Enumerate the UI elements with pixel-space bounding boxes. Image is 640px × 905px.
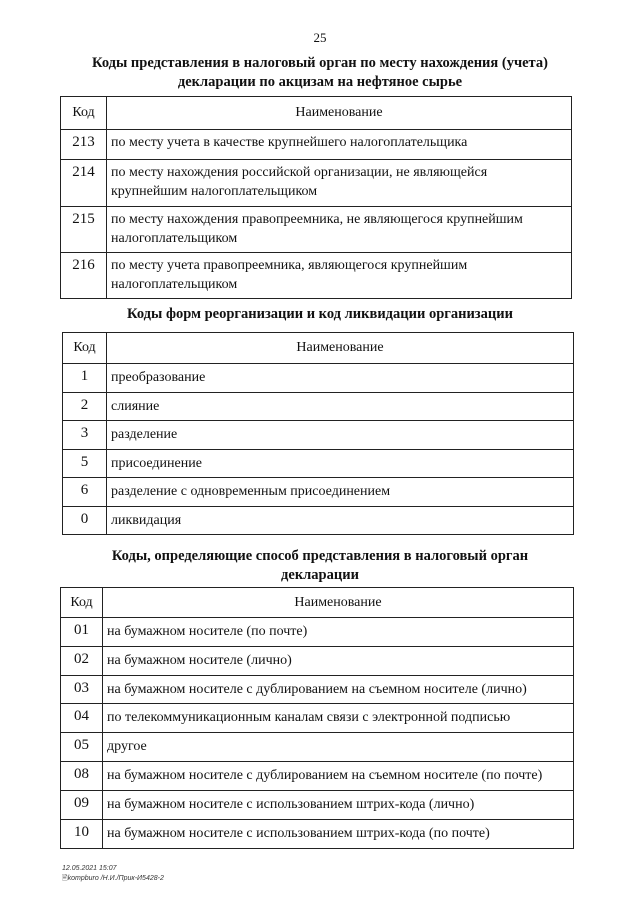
name-cell: по месту нахождения российской организации, не являющейся крупнейшим налогоплательщиком — [107, 160, 572, 207]
name-cell: по месту учета правопреемника, являющегося крупнейшим налогоплательщиком — [107, 253, 572, 299]
code-cell: 215 — [61, 207, 107, 253]
name-cell: разделение — [107, 421, 574, 450]
table-header-row — [61, 588, 574, 618]
title-line: Коды представления в налоговый орган по месту нахождения (учета) — [92, 55, 548, 71]
name-cell: на бумажном носителе (лично) — [103, 647, 574, 676]
code-cell: 214 — [61, 160, 107, 207]
name-cell: на бумажном носителе с использованием штрих-кода (лично) — [103, 791, 574, 820]
code-cell: 10 — [61, 820, 103, 849]
table-row — [63, 478, 574, 507]
table-row — [63, 393, 574, 421]
title-line: декларации — [281, 567, 359, 583]
table-row — [61, 207, 572, 253]
name-cell: слияние — [107, 393, 574, 421]
header-code: Код — [63, 333, 107, 364]
code-cell: 01 — [61, 618, 103, 647]
section-title-submission-place — [60, 54, 580, 92]
table-row — [61, 160, 572, 207]
name-cell: на бумажном носителе с дублированием на съемном носителе (по почте) — [103, 762, 574, 791]
table-row — [61, 253, 572, 299]
footer-timestamp: 12.05.2021 15:07 — [62, 865, 117, 872]
title-line: декларации по акцизам на нефтяное сырье — [177, 74, 463, 90]
footer-doc-ref: kompburo /Н.И./Прик-И5428-2 — [67, 875, 164, 882]
name-cell: другое — [103, 733, 574, 762]
table-header-row — [63, 333, 574, 364]
table-row — [61, 647, 574, 676]
name-cell: по телекоммуникационным каналам связи с электронной подписью — [103, 704, 574, 733]
code-cell: 1 — [63, 364, 107, 393]
code-cell: 04 — [61, 704, 103, 733]
table-row — [61, 820, 574, 849]
code-cell: 08 — [61, 762, 103, 791]
name-cell: по месту учета в качестве крупнейшего налогоплательщика — [107, 130, 572, 160]
code-cell: 09 — [61, 791, 103, 820]
page-number: 25 — [313, 30, 327, 45]
code-cell: 213 — [61, 130, 107, 160]
table-row — [61, 733, 574, 762]
table-row — [63, 421, 574, 450]
table-row — [61, 791, 574, 820]
section-title-submission-method — [60, 547, 580, 585]
table-row — [63, 507, 574, 535]
code-cell: 02 — [61, 647, 103, 676]
header-name: Наименование — [107, 97, 572, 130]
header-name: Наименование — [107, 333, 574, 364]
document-icon: 🖹 — [62, 875, 68, 882]
code-cell: 2 — [63, 393, 107, 421]
code-cell: 03 — [61, 676, 103, 704]
table-row — [61, 704, 574, 733]
submission-method-codes-table — [60, 587, 574, 849]
code-cell: 0 — [63, 507, 107, 535]
header-name: Наименование — [103, 588, 574, 618]
section-title-reorganization-codes — [60, 305, 580, 324]
name-cell: на бумажном носителе с использованием штрих-кода (по почте) — [103, 820, 574, 849]
name-cell: ликвидация — [107, 507, 574, 535]
code-cell: 05 — [61, 733, 103, 762]
name-cell: разделение с одновременным присоединением — [107, 478, 574, 507]
code-cell: 3 — [63, 421, 107, 450]
title-line: Коды, определяющие способ представления в налоговый орган — [111, 548, 529, 564]
code-cell: 6 — [63, 478, 107, 507]
reorganization-codes-table — [62, 332, 574, 535]
document-footer — [62, 864, 164, 884]
table-row — [61, 762, 574, 791]
table-header-row — [61, 97, 572, 130]
header-code: Код — [61, 97, 107, 130]
name-cell: присоединение — [107, 450, 574, 478]
name-cell: на бумажном носителе (по почте) — [103, 618, 574, 647]
table-row — [61, 676, 574, 704]
title-line: Коды форм реорганизации и код ликвидации организации — [127, 306, 513, 322]
table-row — [61, 618, 574, 647]
code-cell: 5 — [63, 450, 107, 478]
name-cell: преобразование — [107, 364, 574, 393]
name-cell: по месту нахождения правопреемника, не являющегося крупнейшим налогоплательщиком — [107, 207, 572, 253]
table-row — [63, 450, 574, 478]
submission-place-codes-table — [60, 96, 572, 299]
footer-doc-ref-line — [62, 874, 164, 884]
table-row — [63, 364, 574, 393]
name-cell: на бумажном носителе с дублированием на съемном носителе (лично) — [103, 676, 574, 704]
header-code: Код — [61, 588, 103, 618]
code-cell: 216 — [61, 253, 107, 299]
table-row — [61, 130, 572, 160]
